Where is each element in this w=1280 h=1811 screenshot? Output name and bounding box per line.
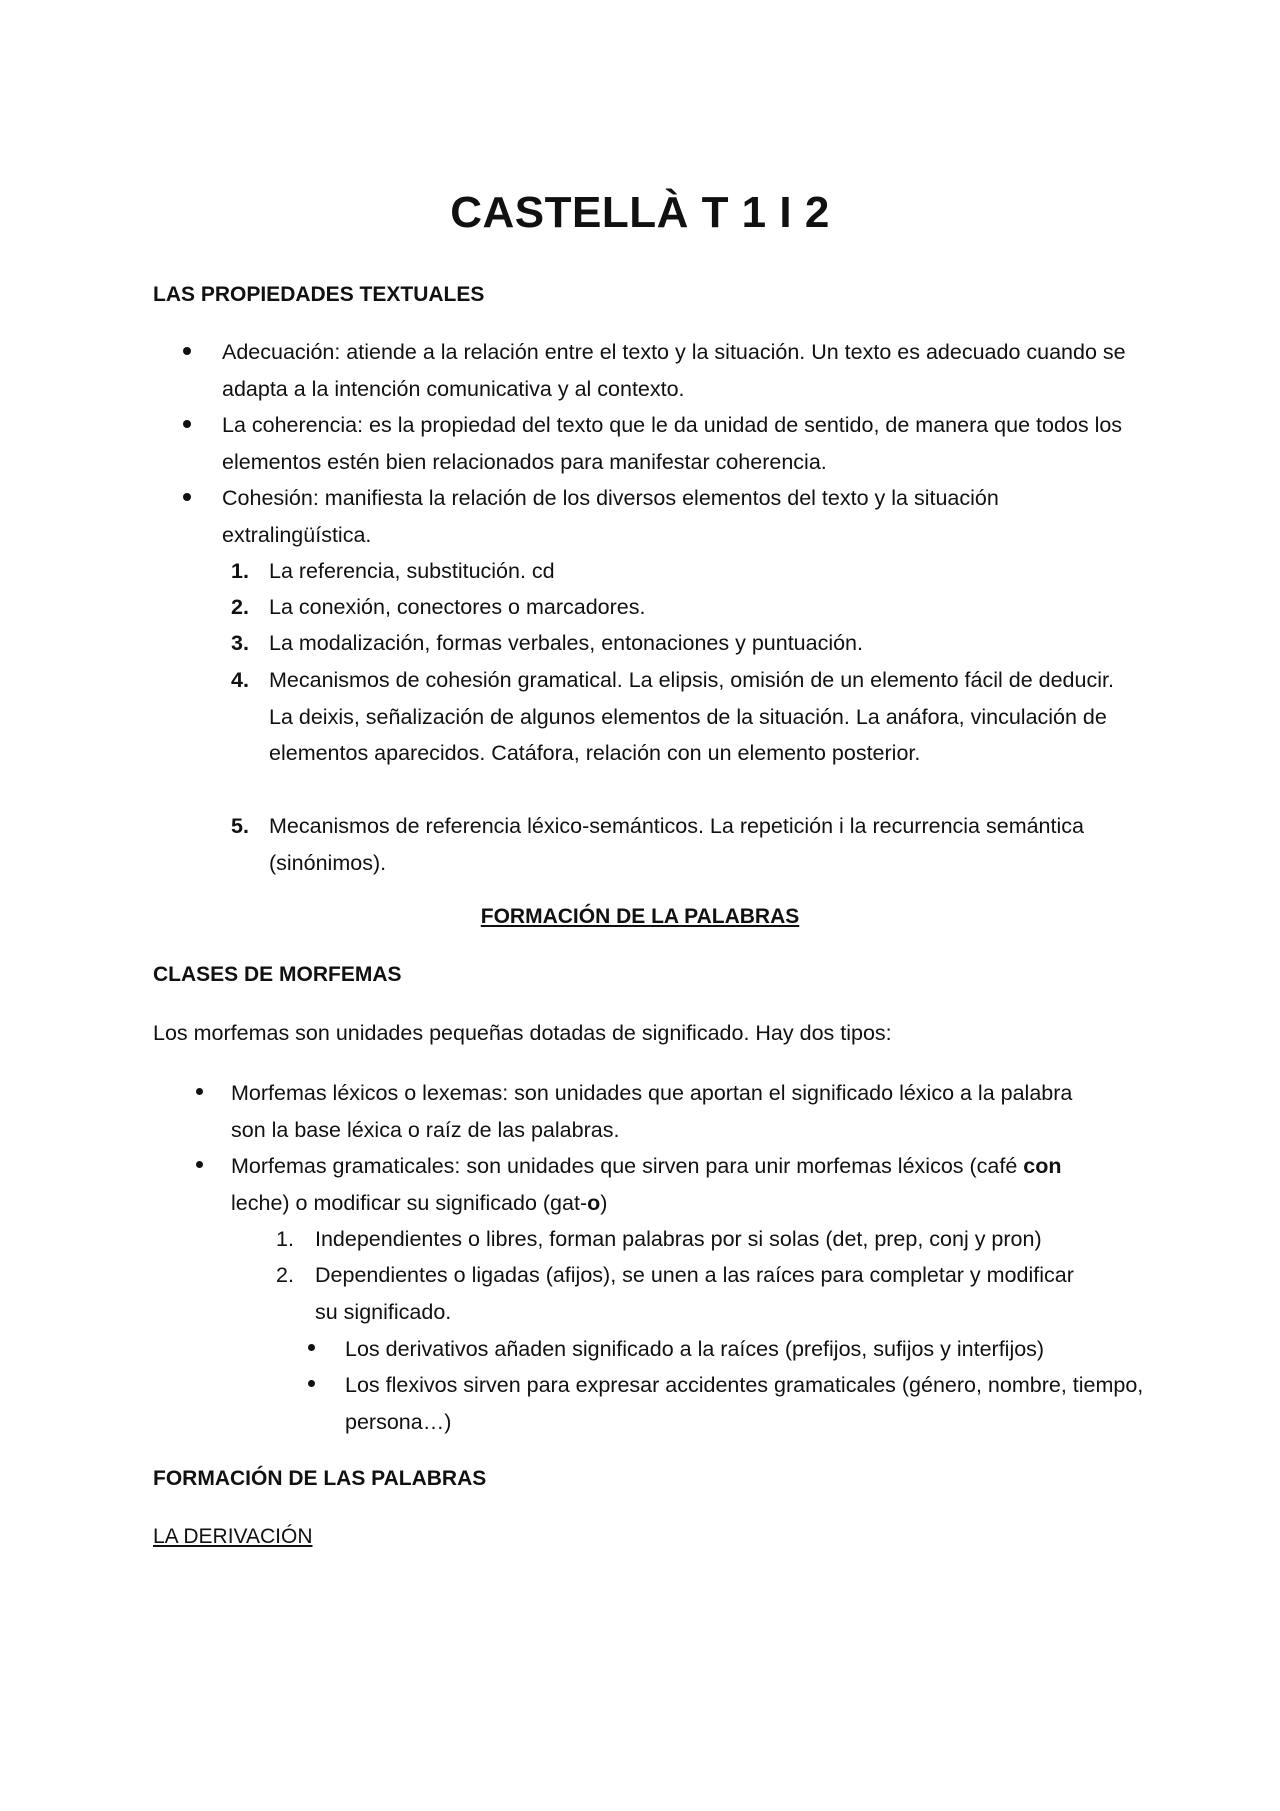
bullet-icon: [308, 1380, 315, 1387]
bold-text-run: o: [587, 1190, 601, 1215]
numbered-item-conexion: La conexión, conectores o marcadores.: [269, 595, 646, 619]
subheading-derivacion: LA DERIVACIÓN: [153, 1525, 313, 1548]
sub-item-derivativos: Los derivativos añaden significado a la raíces (prefijos, sufijos y interfijos): [345, 1337, 1045, 1361]
numbered-item-referencia: La referencia, substitución. cd: [269, 559, 555, 583]
section-heading-propiedades: LAS PROPIEDADES TEXTUALES: [153, 283, 485, 306]
list-item-morfemas-gramaticales: [231, 1148, 1111, 1221]
list-item-adecuacion: Adecuación: atiende a la relación entre el texto y la situación. Un texto es adecuado cuando se adapta a la intención comunicativa y al contexto.: [222, 340, 1126, 401]
numbered-item-mecanismos-gramatical: Mecanismos de cohesión gramatical. La elipsis, omisión de un elemento fácil de deducir. La deixis, señalización de algunos elementos de la situación. La anáfora, vinculación de elementos aparecidos. Catáfora, relación con un elemento posterior.: [269, 668, 1114, 765]
numbered-item-independientes: Independientes o libres, forman palabras por si solas (det, prep, conj y pron): [315, 1227, 1042, 1251]
text-run: Morfemas gramaticales: son unidades que sirven para unir morfemas léxicos (café: [231, 1154, 1024, 1178]
bullet-icon: [183, 420, 191, 428]
list-item-morfemas-lexicos: Morfemas léxicos o lexemas: son unidades que aportan el significado léxico a la palabra son la base léxica o raíz de las palabras.: [231, 1081, 1073, 1142]
center-heading-formacion: FORMACIÓN DE LA PALABRAS: [480, 905, 800, 928]
list-item-coherencia: La coherencia: es la propiedad del texto que le da unidad de sentido, de manera que todos los elementos estén bien relacionados para manifestar coherencia.: [222, 413, 1123, 474]
bullet-icon: [196, 1161, 203, 1168]
list-number: 1.: [276, 1227, 294, 1251]
bullet-icon: [308, 1344, 315, 1351]
text-run: leche) o modificar su significado (gat-: [231, 1190, 588, 1215]
list-number: 1.: [231, 559, 249, 583]
list-number: 2.: [276, 1263, 294, 1287]
list-item-cohesion: Cohesión: manifiesta la relación de los diversos elementos del texto y la situación extralingüística.: [222, 486, 999, 547]
page-title: CASTELLÀ T 1 I 2: [450, 188, 830, 237]
bullet-icon: [196, 1088, 203, 1095]
section-heading-formacion-palabras: FORMACIÓN DE LAS PALABRAS: [153, 1467, 487, 1490]
intro-paragraph: Los morfemas son unidades pequeñas dotadas de significado. Hay dos tipos:: [153, 1021, 892, 1045]
numbered-item-mecanismos-lexico: Mecanismos de referencia léxico-semánticos. La repetición i la recurrencia semántica (sinónimos).: [269, 814, 1084, 875]
list-number: 2.: [231, 595, 249, 619]
section-heading-morfemas: CLASES DE MORFEMAS: [153, 963, 402, 986]
bullet-icon: [183, 493, 191, 501]
list-number: 5.: [231, 814, 249, 838]
bullet-icon: [183, 347, 191, 355]
numbered-item-dependientes: Dependientes o ligadas (afijos), se unen a las raíces para completar y modificar su significado.: [315, 1263, 1074, 1324]
text-run: ): [600, 1190, 608, 1215]
sub-item-flexivos: Los flexivos sirven para expresar accidentes gramaticales (género, nombre, tiempo, persona…): [345, 1373, 1144, 1434]
list-number: 4.: [231, 668, 249, 692]
list-number: 3.: [231, 631, 249, 655]
bold-text-run: con: [1023, 1154, 1062, 1178]
numbered-item-modalizacion: La modalización, formas verbales, entonaciones y puntuación.: [269, 631, 863, 655]
